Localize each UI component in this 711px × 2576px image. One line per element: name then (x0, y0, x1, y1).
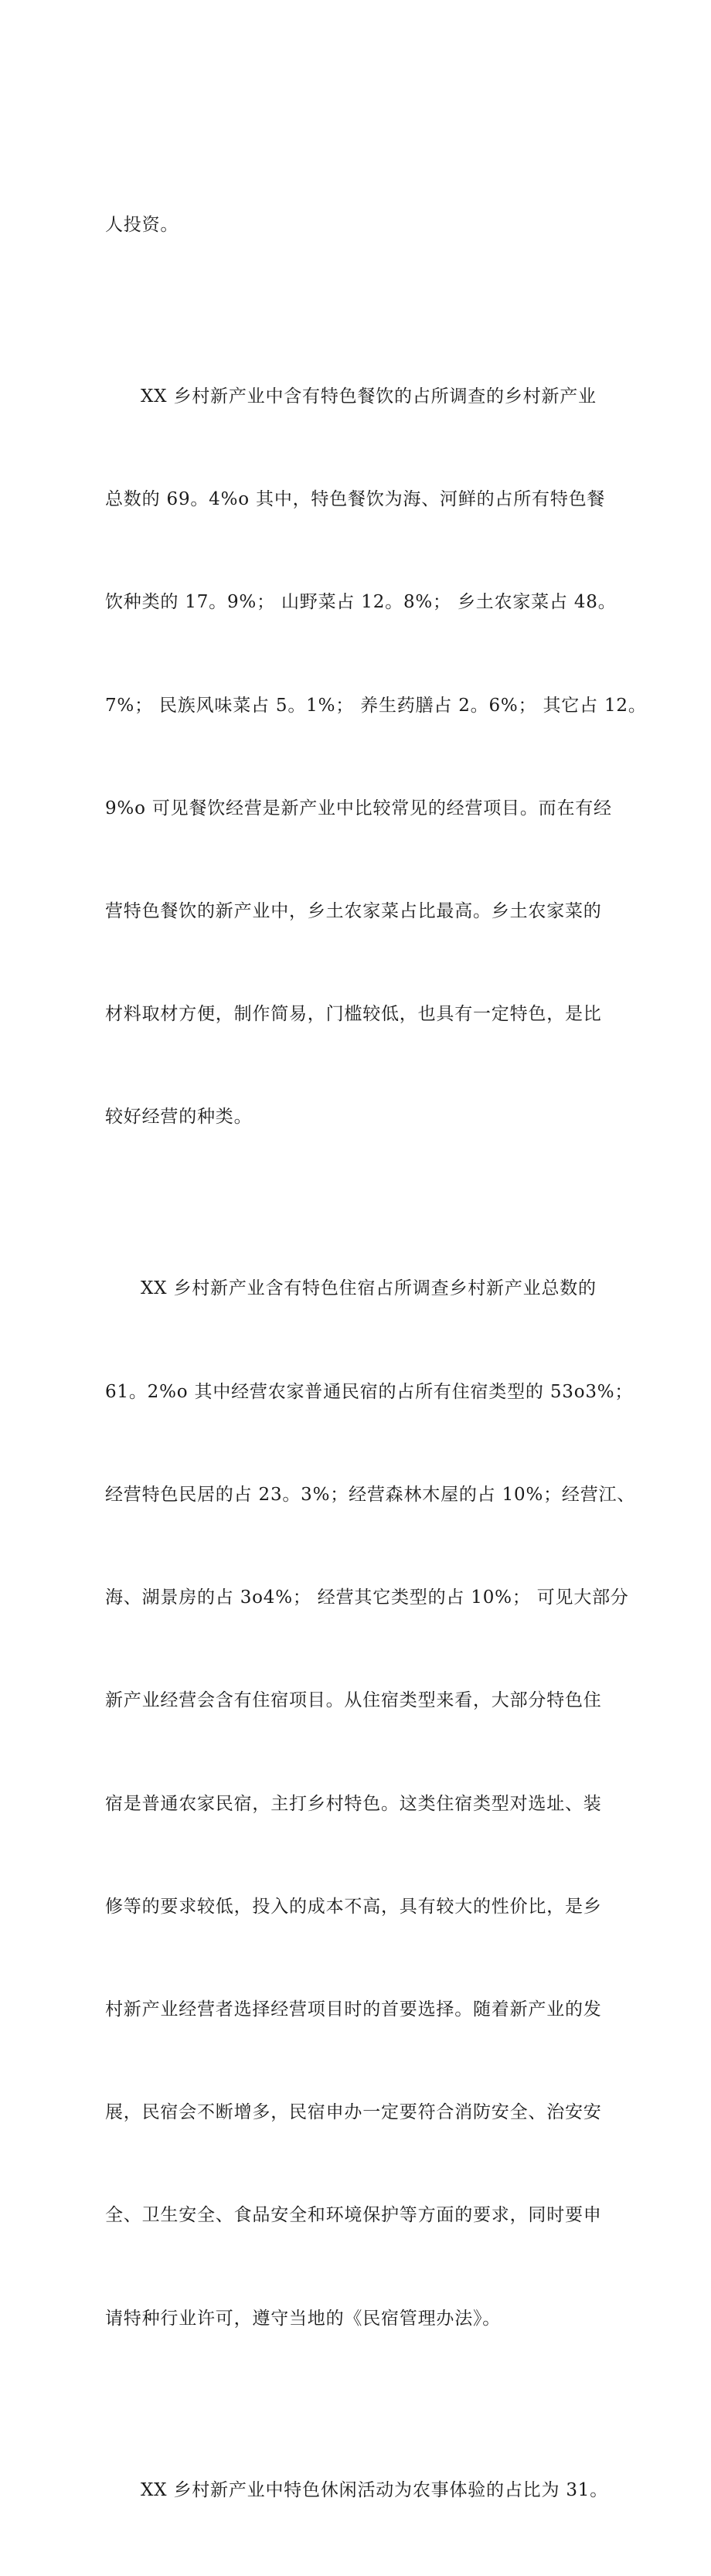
text-line: 经营特色民居的占 23。3%；经营森林木屋的占 10%；经营江、 (105, 1484, 636, 1505)
text-line: 修等的要求较低，投入的成本不高，具有较大的性价比，是乡 (105, 1896, 602, 1917)
document-page (105, 139, 647, 2576)
text-line: 请特种行业许可，遵守当地的《民宿管理办法》。 (105, 2308, 502, 2329)
paragraph-2 (105, 311, 647, 1203)
text-line: 61。2%o 其中经营农家普通民宿的占所有住宿类型的 53o3%； (105, 1381, 634, 1402)
text-line: 全、卫生安全、食品安全和环境保护等方面的要求，同时要申 (105, 2205, 602, 2226)
text-line: XX 乡村新产业中特色休闲活动为农事体验的占比为 31。 (141, 2479, 609, 2500)
paragraph-3 (105, 1203, 636, 2404)
text-line: 9%o 可见餐饮经营是新产业中比较常见的经营项目。而在有经 (105, 798, 612, 818)
text-line: 村新产业经营者选择经营项目时的首要选择。随着新产业的发 (105, 1999, 602, 2020)
text-line: 展，民宿会不断增多，民宿申办一定要符合消防安全、治安安 (105, 2102, 602, 2123)
text-line: 新产业经营会含有住宿项目。从住宿类型来看，大部分特色住 (105, 1690, 602, 1711)
text-line: 宿是普通农家民宿，主打乡村特色。这类住宿类型对选址、装 (105, 1793, 602, 1814)
text-line: 人投资。 (105, 214, 179, 235)
text-line: 总数的 69。4%o 其中，特色餐饮为海、河鲜的占所有特色餐 (105, 489, 606, 510)
text-line: XX 乡村新产业中含有特色餐饮的占所调查的乡村新产业 (141, 386, 597, 407)
text-line: 材料取材方便，制作简易，门槛较低，也具有一定特色，是比 (105, 1004, 602, 1025)
paragraph-1 (105, 139, 623, 311)
paragraph-4 (105, 2404, 623, 2576)
text-line: 海、湖景房的占 3o4%； 经营其它类型的占 10%； 可见大部分 (105, 1587, 629, 1608)
text-line: 饮种类的 17。9%； 山野菜占 12。8%； 乡土农家菜占 48。 (105, 592, 617, 613)
text-line: XX 乡村新产业含有特色住宿占所调查乡村新产业总数的 (141, 1278, 597, 1299)
text-line: 较好经营的种类。 (105, 1107, 253, 1128)
text-line: 营特色餐饮的新产业中，乡土农家菜占比最高。乡土农家菜的 (105, 900, 602, 921)
text-line: 7%； 民族风味菜占 5。1%； 养生药膳占 2。6%； 其它占 12。 (105, 695, 647, 716)
